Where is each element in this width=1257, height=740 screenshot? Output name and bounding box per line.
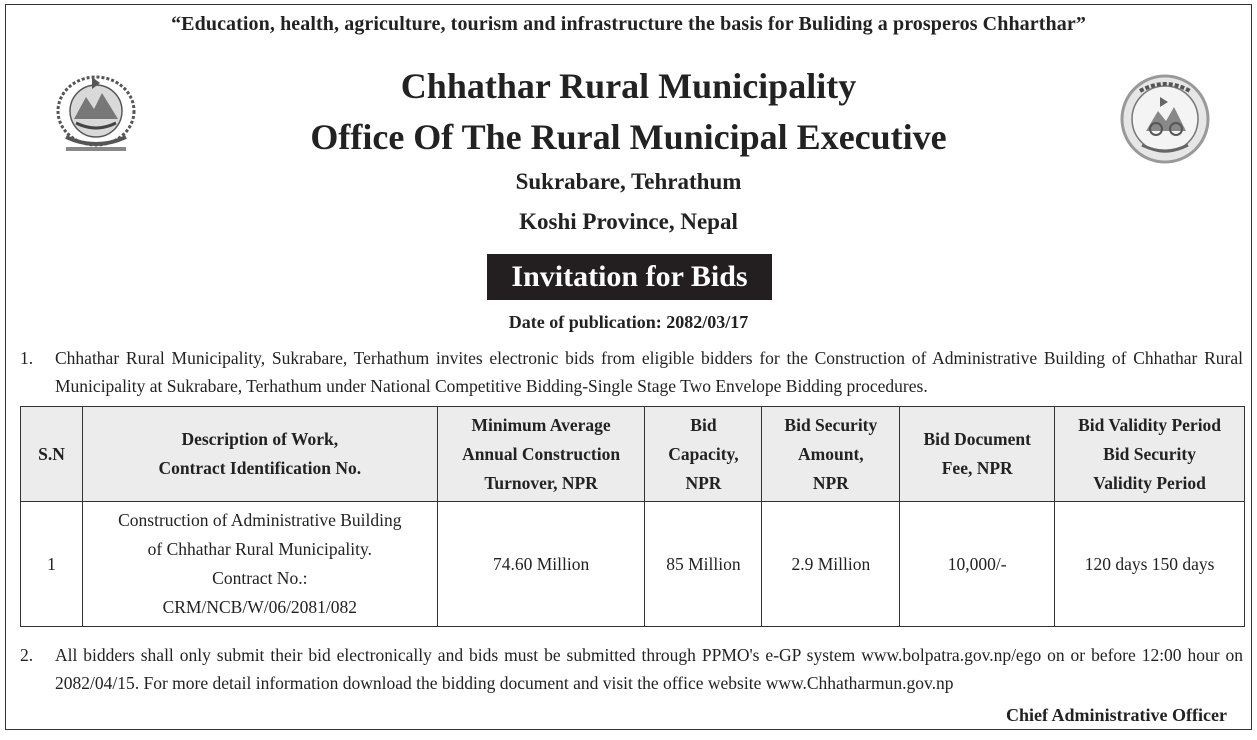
cell-bid-security: 2.9 Million: [762, 502, 900, 627]
cell-turnover: 74.60 Million: [437, 502, 645, 627]
table-row: [21, 502, 1245, 627]
office-name: Office Of The Rural Municipal Executive: [310, 117, 947, 157]
paragraph-number: 1.: [20, 348, 34, 368]
address-line-1: Sukrabare, Tehrathum: [515, 169, 742, 194]
cell-bid-capacity: 85 Million: [645, 502, 762, 627]
bid-table: [20, 406, 1245, 627]
table-header-row: [21, 407, 1245, 502]
signoff: Chief Administrative Officer: [1006, 705, 1227, 725]
organization-name: Chhathar Rural Municipality: [400, 66, 857, 106]
notice-heading: Invitation for Bids: [487, 254, 772, 300]
paragraph-text: All bidders shall only submit their bid electronically and bids must be submitted through PPMO's e-GP system www.bolpatra.gov.np/ego on or before 12:00 hour on 2082/04/15. For more detail information download the bidding document and visit the office website www.Chhatharmun.gov.np: [55, 645, 1243, 693]
cell-validity: 120 days 150 days: [1055, 502, 1245, 627]
motto: “Education, health, agriculture, tourism and infrastructure the basis for Buliding a prosperos Chharthar”: [171, 13, 1086, 35]
address-line-2: Koshi Province, Nepal: [519, 209, 738, 234]
cell-sn: 1: [21, 502, 83, 627]
paragraph-text: Chhathar Rural Municipality, Sukrabare, Terhathum invites electronic bids from eligible bidders for the Construction of Administrative Building of Chhathar Rural Municipality at Sukrabare, Terhathum under National Competitive Bidding-Single Stage Two Envelope Bidding procedures.: [55, 348, 1243, 396]
cell-document-fee: 10,000/-: [900, 502, 1055, 627]
header-validity: Bid Validity Period Bid Security Validity Period: [1055, 407, 1245, 502]
paragraph-number: 2.: [20, 645, 34, 665]
paragraph-2: [20, 641, 1243, 697]
paragraph-1: [20, 344, 1243, 400]
header-bid-capacity: Bid Capacity, NPR: [645, 407, 762, 502]
notice-page: [5, 4, 1252, 730]
header-document-fee: Bid Document Fee, NPR: [900, 407, 1055, 502]
header-sn: S.N: [21, 407, 83, 502]
header-turnover: Minimum Average Annual Construction Turnover, NPR: [437, 407, 645, 502]
header-bid-security: Bid Security Amount, NPR: [762, 407, 900, 502]
header-description: Description of Work, Contract Identification No.: [82, 407, 437, 502]
publication-date: Date of publication: 2082/03/17: [508, 312, 749, 332]
cell-description: Construction of Administrative Building of Chhathar Rural Municipality. Contract No.: CRM/NCB/W/06/2081/082: [82, 502, 437, 627]
